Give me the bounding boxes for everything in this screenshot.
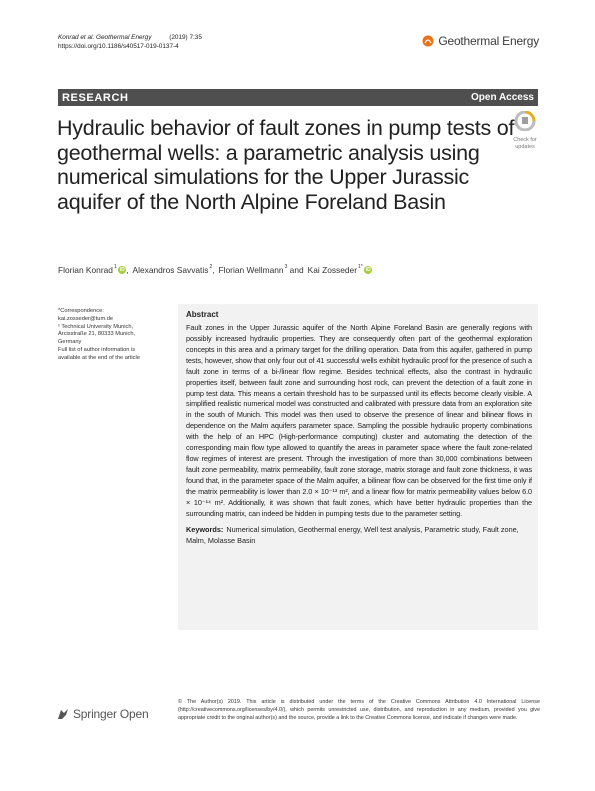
author-item[interactable] [58, 265, 126, 275]
journal-logo [422, 34, 539, 48]
citation-year: (2019) 7:35 [169, 34, 202, 41]
section-label: RESEARCH [62, 91, 129, 104]
abstract-box [178, 304, 538, 630]
author-item[interactable] [219, 265, 288, 275]
keywords [186, 525, 532, 547]
orcid-icon[interactable]: iD [119, 266, 125, 273]
check-updates-icon [514, 111, 536, 131]
badge-line-1: Check for [513, 137, 537, 143]
author-info-note: Full list of author information is available at the end of the article [58, 346, 140, 361]
section-banner [58, 89, 538, 106]
author-affiliation-sup: 1 [113, 264, 117, 270]
citation-block [58, 33, 202, 51]
article-title: Hydraulic behavior of fault zones in pump tests of geothermal wells: a parametric analysis using numerical simulations for the Upper Jurassic aquifer of the North Alpine Foreland Basin [57, 116, 515, 214]
doi-link[interactable]: https://doi.org/10.1186/s40517-019-0137-4 [58, 43, 179, 50]
correspondence-email[interactable]: kai.zosseder@tum.de [58, 315, 114, 322]
citation-authors: Konrad et al. Geothermal Energy [58, 34, 152, 41]
keywords-label: Keywords: [186, 524, 224, 534]
author-name: Kai Zosseder [307, 265, 357, 275]
author-affiliation-sup: 2 [209, 264, 213, 270]
springer-horse-icon [56, 707, 70, 721]
author-item[interactable] [133, 265, 213, 275]
author-name: Florian Konrad [58, 265, 113, 275]
journal-mark-icon [422, 35, 434, 47]
correspondence-label: *Correspondence: [58, 308, 104, 314]
badge-line-2: updates [515, 144, 535, 150]
license-text: © The Author(s) 2019. This article is distributed under the terms of the Creative Commons Attribution 4.0 International License (http://creativecommons.org/licenses/by/4.0/), which permits unrestricted use, distribution, and reproduction in any medium, provided you give appropriate credit to the original author(s) and the source, provide a link to the Creative Commons license, and indicate if changes were made. [178, 699, 540, 721]
author-affiliation-sup: 3 [284, 264, 288, 270]
keywords-list: Numerical simulation, Geothermal energy, Well test analysis, Parametric study, Fault zone, Malm, Molasse Basin [186, 524, 519, 545]
orcid-icon[interactable]: iD [365, 266, 371, 273]
author-name: Alexandros Savvatis [132, 265, 209, 275]
publisher-name: Springer Open [73, 707, 149, 721]
affiliation-text: ¹ Technical University Munich, Arcisstraße 21, 80333 Munich, Germany [58, 323, 136, 346]
check-for-updates-badge[interactable] [510, 111, 540, 150]
publisher-logo [56, 707, 148, 721]
correspondence-notes [58, 308, 158, 363]
author-affiliation-sup: 1* [358, 264, 363, 270]
abstract-text: Fault zones in the Upper Jurassic aquifer of the North Alpine Foreland Basin are generally regions with possibly increased hydraulic properties. They are consequently often part of the geothermal exploration concepts in this area and a primary target for the drilling operation. Data from this aquifer, gathered in pump tests, however, show that only four out of 41 successful wells exhibit hydraulic proof for the presence of such a fault zone in terms of a bi-/linear flow regime. Besides technical effects, also the contrast in hydraulic properties itself, between fault zone and surrounding host rock, can prevent the detection of a fault zone in pump test data. This means a certain threshold has to be surpassed until its effects become clearly visible. A simplified realistic numerical model was constructed and calibrated with pressure data from an exploration site in the south of Munich. This model was then used to observe the presence of linear and bilinear flows in dependence on the Malm aquifers parameter space. Sampling the possible hydraulic property combinations with the help of an HPC (High-performance computing) cluster and automating the detection of the corresponding main flow type allowed to quantify the areas in parameter space where the fault zone-related flow regimes of interest are present. Through the investigation of more than 30,000 combinations between fault zone permeability, matrix permeability, fault zone storage, matrix storage and fault zone thickness, it was found that, in the parameter space of the Malm aquifer, a bilinear flow can be observed for the first time only if the matrix permeability is lower than 2.0 × 10⁻¹³ m², and a linear flow for matrix permeability values below 6.0 × 10⁻¹⁴ m². Additionally, it was shown that fault zones, which have better hydraulic properties than the surrounding matrix, can indeed be hidden in pumping tests due to the parameter setting. [186, 323, 532, 518]
author-list: Florian Konrad $^1$ iD , Alexandros Savvatis $^2$ , Florian Wellmann $^3$ and Kai Zosseder $^{1*}$ iD [58, 264, 371, 275]
open-access-label: Open Access [471, 92, 534, 103]
abstract-heading: Abstract [186, 310, 219, 319]
author-item[interactable] [308, 265, 373, 275]
journal-name: Geothermal Energy [438, 34, 539, 48]
author-name: Florian Wellmann [218, 265, 284, 275]
